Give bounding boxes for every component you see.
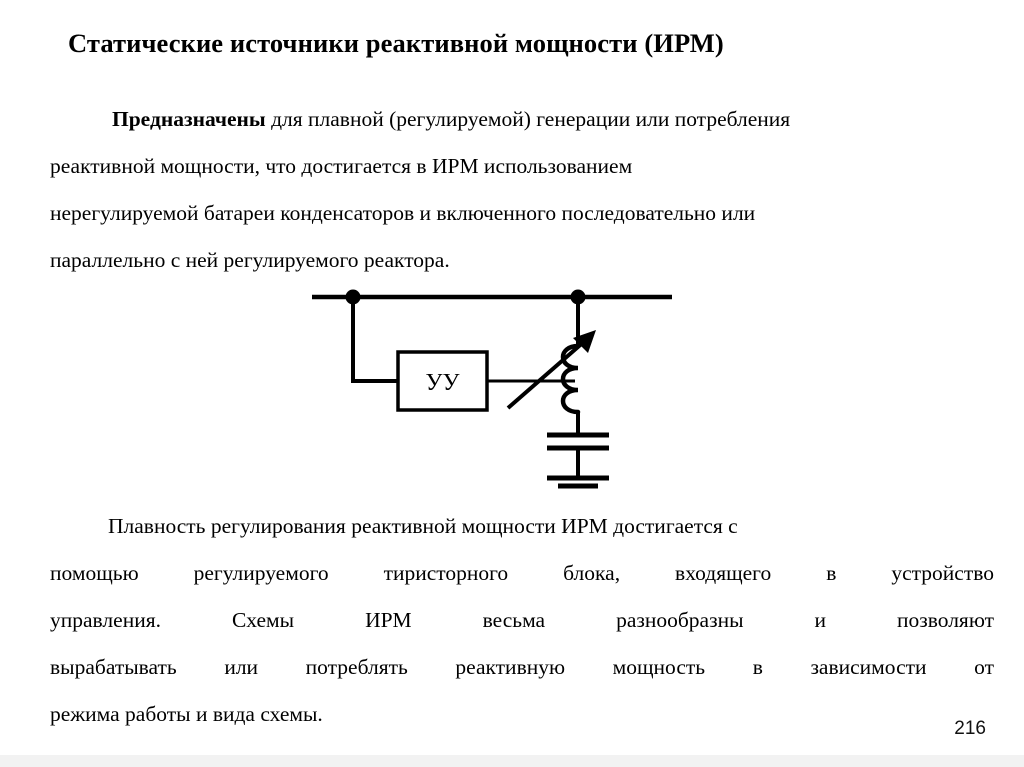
page-title: Статические источники реактивной мощности (ИРМ) — [68, 28, 724, 58]
control-unit-label: УУ — [425, 370, 460, 396]
word: Схемы — [231, 608, 295, 632]
word: входящего — [675, 561, 772, 585]
word: устройство — [891, 561, 994, 585]
word: мощность — [612, 655, 706, 679]
word: регулируемого — [193, 561, 329, 585]
paragraph-line: параллельно с ней регулируемого реактора. — [50, 248, 450, 272]
word: ИРМ — [365, 608, 412, 632]
word: блока, — [563, 561, 621, 585]
reactor-variability-arrow-shaft — [508, 340, 586, 408]
footer-band — [0, 755, 1024, 767]
word: позволяют — [896, 608, 994, 632]
paragraph-line: нерегулируемой батареи конденсаторов и включенного последовательно или — [50, 201, 756, 225]
word: от — [974, 655, 994, 679]
word: разнообразны — [616, 608, 744, 632]
paragraph-line — [50, 644, 994, 691]
word: помощью — [50, 561, 139, 585]
intro-paragraph — [50, 96, 994, 284]
word: весьма — [482, 608, 546, 632]
paragraph-line — [50, 96, 994, 143]
page-number: 216 — [954, 718, 986, 739]
word: или — [224, 655, 259, 679]
word: в — [826, 561, 837, 585]
paragraph-line — [50, 597, 994, 644]
paragraph-line: Плавность регулирования реактивной мощности ИРМ достигается с — [108, 514, 738, 538]
paragraph-line: режима работы и вида схемы. — [50, 702, 323, 726]
word: в — [752, 655, 763, 679]
word: зависимости — [810, 655, 927, 679]
word: вырабатывать — [50, 655, 177, 679]
paragraph-line-rest: для плавной (регулируемой) генерации или потребления — [265, 107, 791, 131]
conclusion-paragraph — [50, 503, 994, 738]
word: и — [814, 608, 827, 632]
word: управления. — [50, 608, 161, 632]
word: тиристорного — [383, 561, 509, 585]
word: потреблять — [305, 655, 408, 679]
control-feed-wire — [353, 297, 398, 381]
lead-bold-word: Предназначены — [112, 107, 266, 131]
circuit-diagram — [290, 278, 710, 498]
paragraph-line: реактивной мощности, что достигается в ИРМ использованием — [50, 154, 633, 178]
word: реактивную — [455, 655, 566, 679]
paragraph-line — [50, 550, 994, 597]
